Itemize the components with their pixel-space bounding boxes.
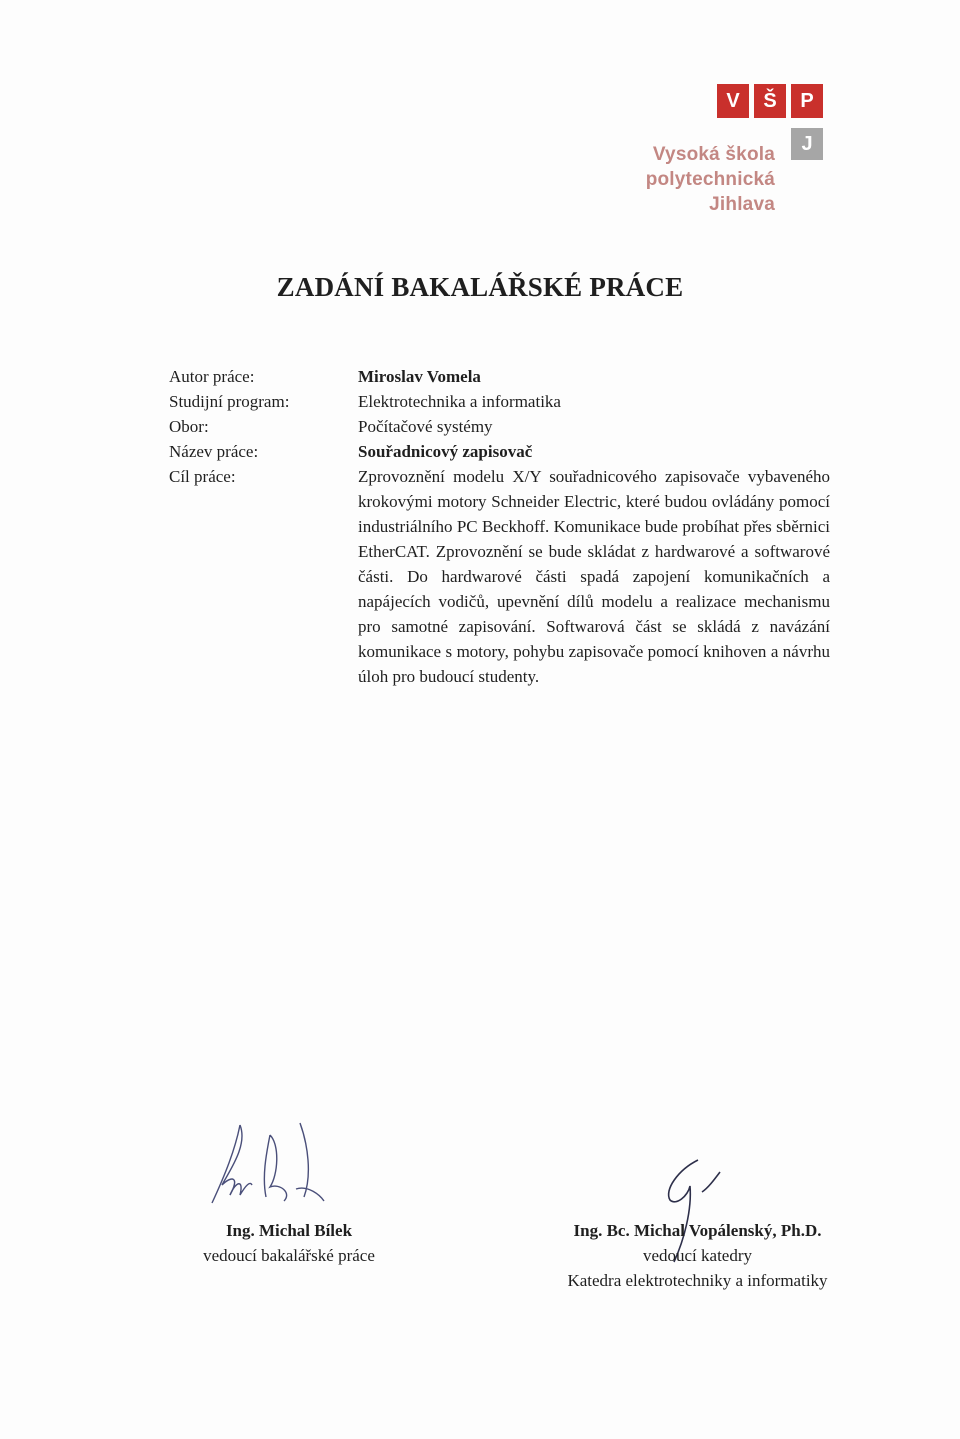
logo-letter-j: J — [791, 128, 823, 160]
label-program: Studijní program: — [169, 392, 290, 411]
page-title: ZADÁNÍ BAKALÁŘSKÉ PRÁCE — [276, 272, 684, 302]
head-name: Ing. Bc. Michal Vopálenský, Ph.D. — [573, 1221, 822, 1240]
label-thesis-title: Název práce: — [169, 442, 259, 461]
head-block — [560, 1218, 835, 1293]
value-author: Miroslav Vomela — [358, 367, 481, 386]
logo-letter-s: Š — [754, 84, 786, 118]
head-department: Katedra elektrotechniky a informatiky — [567, 1271, 828, 1290]
logo-letter-p: P — [791, 84, 823, 118]
value-field: Počítačové systémy — [358, 417, 493, 436]
field-labels — [169, 364, 289, 489]
value-goal: Zprovoznění modelu X/Y souřadnicového zapisovače vybaveného krokovými motory Schneider Electric, které budou ovládány pomocí industriálního PC Beckhoff. Komunikace bude probíhat přes sběrnici EtherCAT. Zprovoznění se bude skládat z hardwarové a softwarové části. Do hardwarové části spadá zapojení komunikačních a napájecích vodičů, upevnění dílů modelu a realizace mechanismu pro samotné zapisování. Softwarová část se skládá z navázání komunikace s motory, pohybu zapisovače pomocí knihoven a návrhu úloh pro budoucí studenty. — [358, 467, 830, 686]
head-role: vedoucí katedry — [642, 1246, 753, 1265]
logo-line-3: Jihlava — [709, 194, 775, 215]
field-values — [358, 364, 830, 689]
label-goal: Cíl práce: — [169, 467, 236, 486]
supervisor-name: Ing. Michal Bílek — [225, 1221, 353, 1240]
supervisor-role: vedoucí bakalářské práce — [203, 1246, 375, 1265]
label-author: Autor práce: — [169, 367, 255, 386]
value-thesis-title: Souřadnicový zapisovač — [358, 442, 533, 461]
value-program: Elektrotechnika a informatika — [358, 392, 561, 411]
logo-line-1: Vysoká škola — [652, 144, 775, 165]
school-logo — [645, 84, 830, 224]
supervisor-block — [169, 1218, 409, 1268]
logo-text — [646, 142, 775, 217]
logo-letter-v: V — [717, 84, 749, 118]
logo-line-2: polytechnická — [645, 169, 775, 190]
supervisor-signature — [200, 1115, 340, 1215]
label-field: Obor: — [169, 417, 209, 436]
